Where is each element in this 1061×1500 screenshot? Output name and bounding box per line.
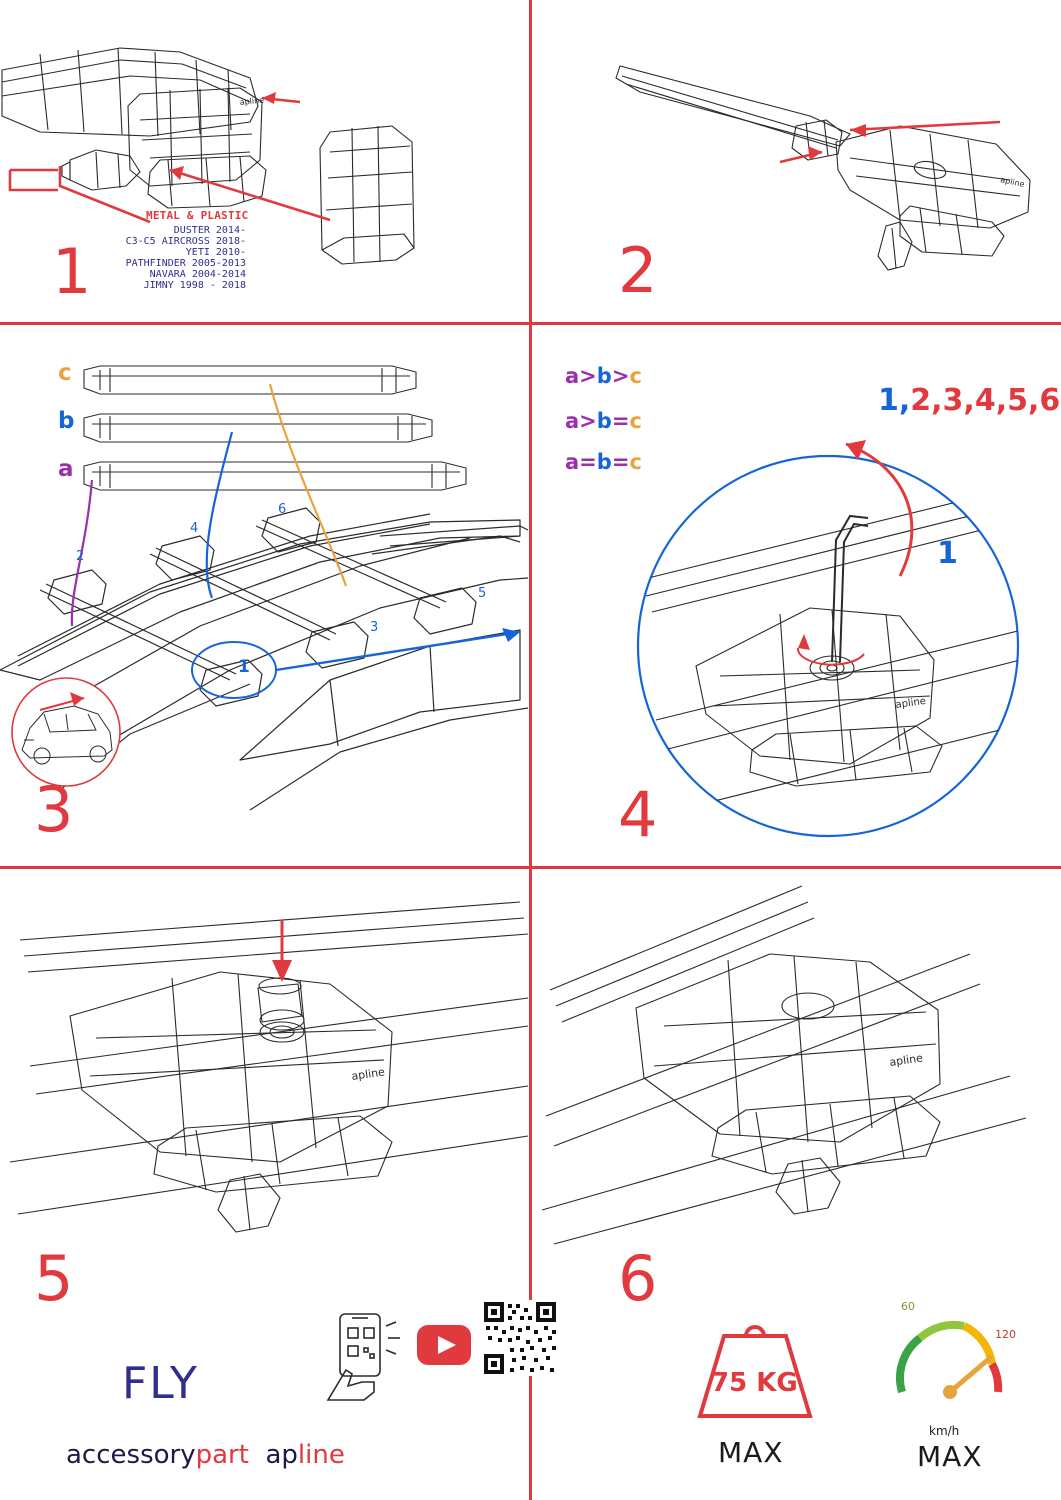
- speed-max-label: MAX: [917, 1440, 983, 1473]
- svg-text:apline: apline: [239, 95, 265, 107]
- callout-6: 6: [278, 502, 287, 517]
- step-6-illustration: [540, 880, 1060, 1250]
- step-number-6: 6: [618, 1242, 658, 1315]
- step-3-illustration: [0, 340, 528, 846]
- callout-1: 1: [238, 657, 250, 677]
- svg-text:apline: apline: [894, 695, 927, 711]
- svg-text:apline: apline: [999, 175, 1026, 190]
- callout-3: 3: [370, 620, 379, 635]
- brand-wordmark: [66, 1440, 345, 1470]
- brand-part: part: [195, 1440, 249, 1470]
- step-number-1: 1: [52, 235, 92, 308]
- phone-scan-icon: [322, 1308, 408, 1404]
- step-number-3: 3: [34, 773, 74, 846]
- gauge-tick-max: 120: [995, 1328, 1016, 1341]
- vehicle-item: C3-C5 AIRCROSS 2018-: [125, 236, 246, 247]
- callout-2: 2: [76, 549, 85, 564]
- qr-code: [482, 1300, 558, 1376]
- divider-col-mid: [529, 322, 532, 866]
- fly-wordmark: FLY: [122, 1358, 199, 1409]
- inequality-2: a>b=c: [565, 409, 642, 433]
- brand-line: line: [297, 1440, 345, 1470]
- step-4-illustration: [600, 420, 1050, 840]
- vehicle-item: PATHFINDER 2005-2013: [125, 258, 246, 269]
- bar-label-a: a: [58, 456, 74, 482]
- step-4-sequence: 1,2,3,4,5,6: [878, 383, 1061, 418]
- divider-col-bottom: [529, 866, 532, 1500]
- vehicle-item: NAVARA 2004-2014: [149, 269, 246, 280]
- step-number-5: 5: [34, 1242, 74, 1315]
- youtube-icon[interactable]: [416, 1324, 472, 1366]
- vehicle-item: YETI 2010-: [185, 247, 246, 258]
- step-number-4: 4: [618, 778, 658, 851]
- callout-5: 5: [478, 586, 487, 601]
- brand-ap: ap: [265, 1440, 298, 1470]
- divider-col-top: [529, 0, 532, 322]
- speed-limit-gauge: [880, 1296, 1020, 1426]
- step-4-bubble-number: 1: [937, 536, 958, 571]
- weight-limit-icon: [690, 1302, 820, 1422]
- step-2-illustration: [600, 30, 1050, 280]
- bar-label-c: c: [58, 360, 72, 386]
- speed-unit-label: km/h: [929, 1424, 960, 1438]
- weight-max-label: MAX: [718, 1436, 784, 1469]
- material-note: METAL & PLASTIC: [146, 209, 249, 222]
- callout-4: 4: [190, 521, 199, 536]
- step-number-2: 2: [618, 234, 658, 307]
- inequality-1: a>b>c: [565, 364, 642, 388]
- inequality-3: a=b=c: [565, 450, 642, 474]
- vehicle-item: JIMNY 1998 - 2018: [143, 280, 246, 291]
- svg-text:apline: apline: [888, 1051, 924, 1069]
- step-5-illustration: [0, 880, 528, 1250]
- gauge-tick-min: 60: [901, 1300, 915, 1313]
- apline-badge: [239, 95, 264, 107]
- vehicle-item: DUSTER 2014-: [173, 225, 246, 236]
- brand-accessory: accessory: [66, 1440, 196, 1470]
- svg-text:apline: apline: [350, 1065, 386, 1083]
- bar-label-b: b: [58, 408, 75, 434]
- vehicle-list: [12, 225, 246, 291]
- weight-value: 75 KG: [711, 1368, 798, 1398]
